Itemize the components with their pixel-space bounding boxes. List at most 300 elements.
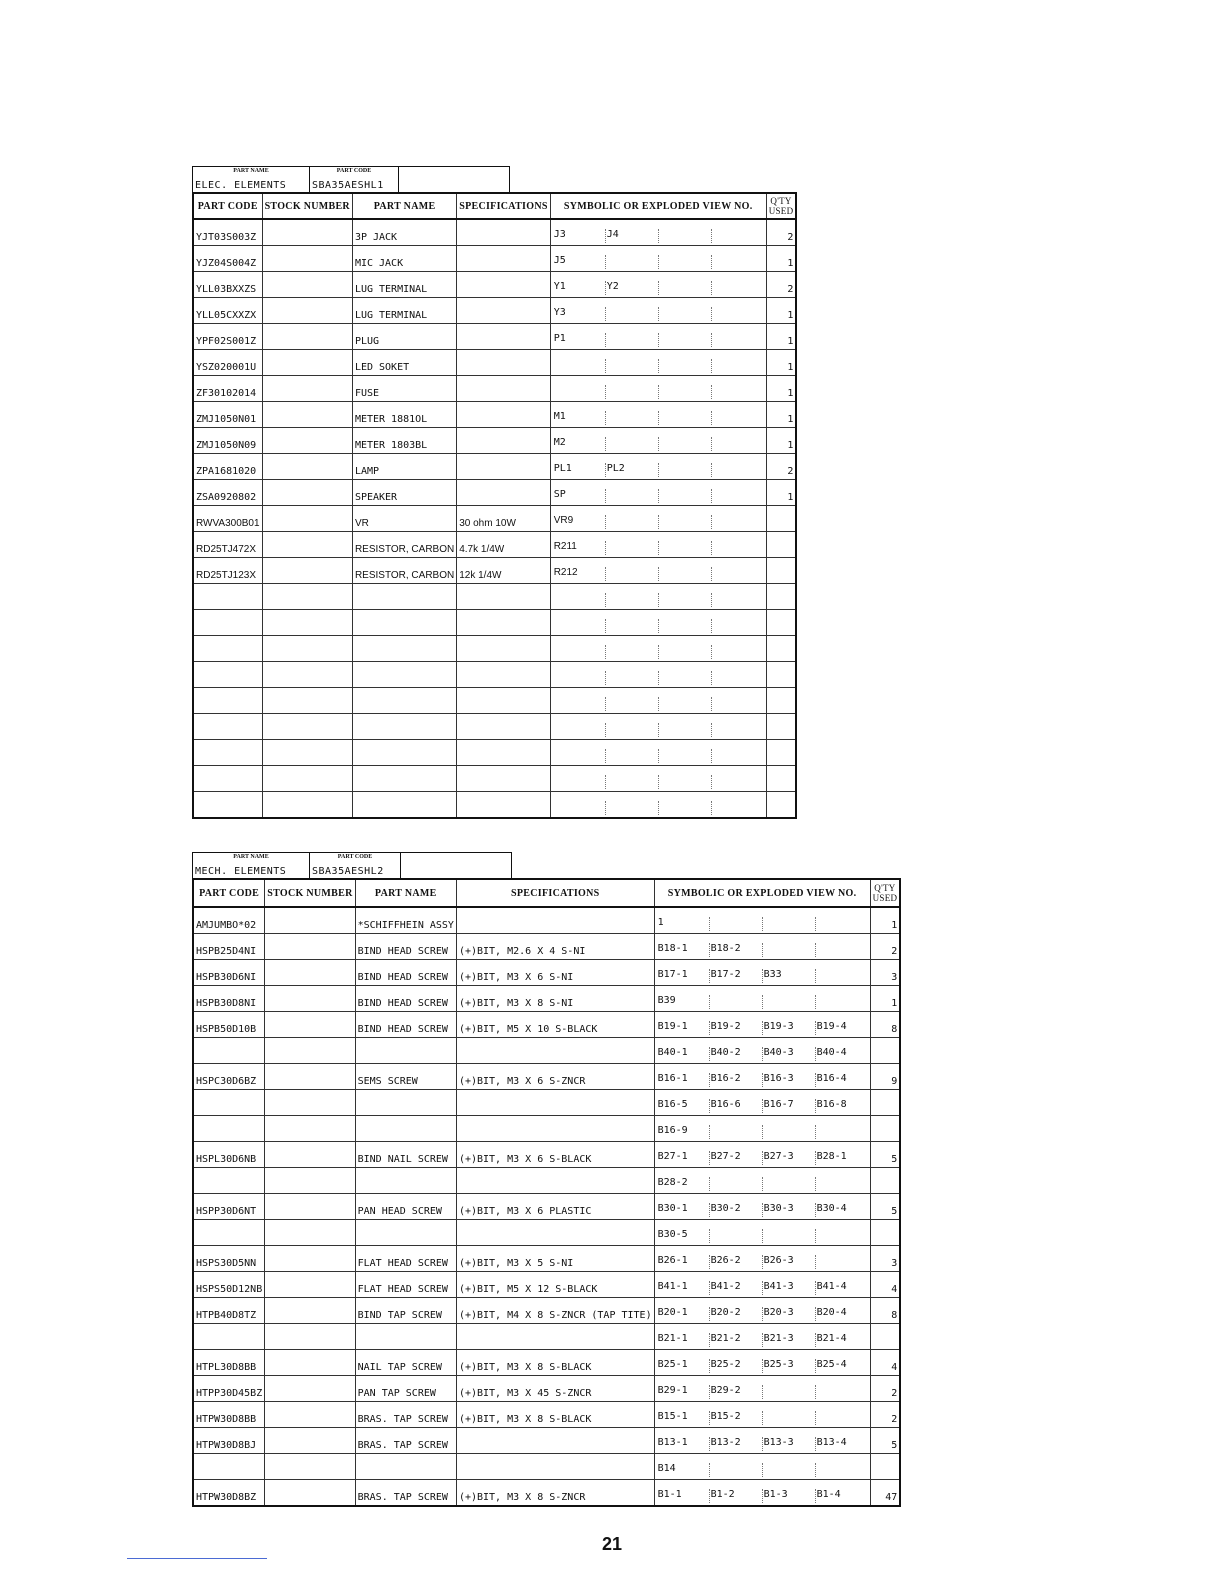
- stock-number-cell: [262, 246, 352, 272]
- symbolic-ref: [712, 541, 764, 555]
- symbolic-ref: B14: [657, 1463, 710, 1477]
- symbolic-ref: B25-3: [763, 1359, 816, 1373]
- part-code-cell: HSPB50D10B: [193, 1012, 265, 1038]
- symbolic-ref: [659, 359, 712, 373]
- symbolic-ref: B19-2: [710, 1021, 763, 1035]
- part-name-box: [192, 166, 510, 193]
- symbolic-ref: B1-2: [710, 1489, 763, 1503]
- qty-cell: [766, 532, 796, 558]
- table-row: [193, 1480, 900, 1507]
- symbolic-ref: [659, 229, 712, 243]
- spec-cell: [456, 907, 654, 934]
- symbolic-ref: B13-2: [710, 1437, 763, 1451]
- symbolic-ref: B40-1: [657, 1047, 710, 1061]
- symbolic-ref: [712, 411, 764, 425]
- qty-cell: [766, 688, 796, 714]
- symbolic-ref: [606, 619, 659, 633]
- spec-cell: [457, 246, 550, 272]
- symbolic-cell: [550, 636, 766, 662]
- symbolic-ref: [816, 943, 868, 957]
- symbolic-ref: [712, 645, 764, 659]
- table-row: [193, 740, 796, 766]
- symbolic-ref: [659, 489, 712, 503]
- symbolic-ref: B16-1: [657, 1073, 710, 1087]
- symbolic-ref: B1-4: [816, 1489, 841, 1500]
- part-blank-cell: [401, 853, 511, 879]
- col-qty-line2: USED: [872, 893, 898, 903]
- symbolic-ref: [659, 515, 712, 529]
- col-part-code: PART CODE: [193, 879, 265, 907]
- part-code-cell: HTPW30D8BJ: [193, 1428, 265, 1454]
- qty-cell: 2: [870, 1402, 900, 1428]
- part-name-value: MECH. ELEMENTS: [195, 866, 287, 877]
- symbolic-ref: B20-2: [710, 1307, 763, 1321]
- part-name-caption: PART NAME: [233, 168, 269, 174]
- symbolic-ref: [606, 749, 659, 763]
- stock-number-cell: [265, 1064, 355, 1090]
- part-code-cell: YPF02S001Z: [193, 324, 262, 350]
- symbolic-ref: [712, 307, 764, 321]
- spec-cell: (+)BIT, M5 X 12 S-BLACK: [456, 1272, 654, 1298]
- part-name-cell: [352, 688, 456, 714]
- symbolic-ref: [712, 437, 764, 451]
- spec-cell: [456, 1220, 654, 1246]
- symbolic-ref: B25-1: [657, 1359, 710, 1373]
- symbolic-ref: B28-2: [657, 1177, 710, 1191]
- symbolic-ref: B20-4: [816, 1307, 847, 1318]
- symbolic-ref: [659, 333, 712, 347]
- symbolic-cell: [550, 298, 766, 324]
- table-row: [193, 792, 796, 819]
- symbolic-ref: [606, 515, 659, 529]
- stock-number-cell: [265, 1142, 355, 1168]
- qty-cell: [870, 1454, 900, 1480]
- symbolic-cell: [550, 402, 766, 428]
- spec-cell: [457, 766, 550, 792]
- qty-cell: [766, 740, 796, 766]
- part-code-cell: [193, 1168, 265, 1194]
- symbolic-ref: B18-1: [657, 943, 710, 957]
- symbolic-ref: [659, 723, 712, 737]
- qty-cell: 4: [870, 1350, 900, 1376]
- symbolic-cell: [550, 324, 766, 350]
- symbolic-ref: B26-2: [710, 1255, 763, 1269]
- symbolic-cell: [654, 1454, 870, 1480]
- part-name-cell: METER 1881OL: [352, 402, 456, 428]
- symbolic-ref: VR9: [553, 515, 606, 529]
- part-name-cell: BIND HEAD SCREW: [355, 1012, 456, 1038]
- symbolic-cell: [654, 934, 870, 960]
- col-symbolic: SYMBOLIC OR EXPLODED VIEW NO.: [654, 879, 870, 907]
- spec-cell: (+)BIT, M3 X 5 S-NI: [456, 1246, 654, 1272]
- symbolic-ref: B30-5: [657, 1229, 710, 1243]
- symbolic-ref: B16-9: [657, 1125, 710, 1139]
- symbolic-ref: [763, 917, 816, 931]
- spec-cell: (+)BIT, M3 X 8 S-BLACK: [456, 1350, 654, 1376]
- symbolic-ref: [659, 385, 712, 399]
- symbolic-ref: [606, 671, 659, 685]
- part-name-cell: BRAS. TAP SCREW: [355, 1402, 456, 1428]
- col-qty-line2: USED: [768, 206, 794, 216]
- part-code-cell: HTPB40D8TZ: [193, 1298, 265, 1324]
- qty-cell: 3: [870, 1246, 900, 1272]
- table-row: [193, 1012, 900, 1038]
- symbolic-ref: [710, 1463, 763, 1477]
- symbolic-ref: B16-5: [657, 1099, 710, 1113]
- symbolic-ref: [763, 943, 816, 957]
- symbolic-ref: P1: [553, 333, 606, 347]
- symbolic-ref: [659, 619, 712, 633]
- stock-number-cell: [262, 376, 352, 402]
- symbolic-ref: [659, 437, 712, 451]
- part-name-cell: RESISTOR, CARBON: [352, 532, 456, 558]
- col-specifications: SPECIFICATIONS: [456, 879, 654, 907]
- table-row: [193, 610, 796, 636]
- part-code-cell: [193, 636, 262, 662]
- col-stock-number: STOCK NUMBER: [265, 879, 355, 907]
- part-name-cell: [355, 1038, 456, 1064]
- stock-number-cell: [262, 324, 352, 350]
- spec-cell: [457, 454, 550, 480]
- qty-cell: 1: [766, 324, 796, 350]
- spec-cell: (+)BIT, M3 X 6 S-ZNCR: [456, 1064, 654, 1090]
- table-row: [193, 506, 796, 532]
- symbolic-cell: [654, 1246, 870, 1272]
- col-qty: [766, 193, 796, 219]
- spec-cell: [456, 1038, 654, 1064]
- part-code-cell: [310, 853, 401, 879]
- symbolic-ref: B41-3: [763, 1281, 816, 1295]
- part-code-value: SBA35AESHL2: [312, 866, 384, 877]
- part-name-cell: [352, 766, 456, 792]
- symbolic-ref: [710, 995, 763, 1009]
- part-name-cell: [355, 1454, 456, 1480]
- spec-cell: (+)BIT, M5 X 10 S-BLACK: [456, 1012, 654, 1038]
- spec-cell: (+)BIT, M3 X 8 S-NI: [456, 986, 654, 1012]
- symbolic-ref: [763, 1229, 816, 1243]
- symbolic-ref: [712, 463, 764, 477]
- col-part-name: PART NAME: [355, 879, 456, 907]
- part-name-cell: [352, 584, 456, 610]
- part-name-cell: [193, 853, 310, 879]
- qty-cell: [766, 662, 796, 688]
- symbolic-cell: [654, 1194, 870, 1220]
- qty-cell: [870, 1038, 900, 1064]
- symbolic-cell: [654, 1324, 870, 1350]
- symbolic-cell: [654, 1376, 870, 1402]
- part-name-cell: FUSE: [352, 376, 456, 402]
- table-row: [193, 350, 796, 376]
- stock-number-cell: [262, 636, 352, 662]
- symbolic-cell: [550, 246, 766, 272]
- symbolic-ref: [712, 359, 764, 373]
- table-row: [193, 1142, 900, 1168]
- stock-number-cell: [262, 740, 352, 766]
- part-code-value: SBA35AESHL1: [312, 180, 384, 191]
- part-code-cell: HTPP30D45BZ: [193, 1376, 265, 1402]
- symbolic-ref: [606, 723, 659, 737]
- symbolic-ref: B26-1: [657, 1255, 710, 1269]
- part-name-cell: PAN HEAD SCREW: [355, 1194, 456, 1220]
- table-row: [193, 1324, 900, 1350]
- symbolic-ref: R212: [553, 567, 606, 581]
- part-name-cell: LUG TERMINAL: [352, 298, 456, 324]
- qty-cell: 8: [870, 1012, 900, 1038]
- col-qty-line1: Q'TY: [770, 196, 792, 206]
- symbolic-ref: [659, 593, 712, 607]
- symbolic-cell: [654, 1168, 870, 1194]
- spec-cell: [457, 584, 550, 610]
- table-row: [193, 1038, 900, 1064]
- footer-rule: [127, 1558, 267, 1559]
- symbolic-ref: [712, 333, 764, 347]
- symbolic-ref: [816, 1229, 868, 1243]
- stock-number-cell: [262, 766, 352, 792]
- part-code-cell: [193, 584, 262, 610]
- table-row: [193, 766, 796, 792]
- table-row: [193, 1454, 900, 1480]
- stock-number-cell: [265, 1246, 355, 1272]
- spec-cell: 30 ohm 10W: [457, 506, 550, 532]
- qty-cell: 5: [870, 1194, 900, 1220]
- qty-cell: 1: [870, 907, 900, 934]
- table-row: [193, 960, 900, 986]
- table-row: [193, 907, 900, 934]
- qty-cell: 1: [766, 298, 796, 324]
- symbolic-ref: [816, 1411, 868, 1425]
- qty-cell: 1: [766, 428, 796, 454]
- symbolic-ref: [553, 775, 606, 789]
- symbolic-ref: [606, 333, 659, 347]
- qty-cell: 4: [870, 1272, 900, 1298]
- symbolic-cell: [654, 1350, 870, 1376]
- part-code-cell: [193, 792, 262, 819]
- symbolic-ref: [712, 567, 764, 581]
- part-code-cell: HTPL30D8BB: [193, 1350, 265, 1376]
- symbolic-ref: B16-6: [710, 1099, 763, 1113]
- part-name-cell: SEMS SCREW: [355, 1064, 456, 1090]
- part-code-cell: ZSA0920802: [193, 480, 262, 506]
- symbolic-cell: [654, 1298, 870, 1324]
- symbolic-ref: B25-4: [816, 1359, 847, 1370]
- page-number: 21: [601, 1534, 623, 1554]
- symbolic-ref: B40-4: [816, 1047, 847, 1058]
- stock-number-cell: [262, 454, 352, 480]
- part-name-cell: [355, 1324, 456, 1350]
- symbolic-ref: B33: [763, 969, 816, 983]
- symbolic-ref: B13-3: [763, 1437, 816, 1451]
- symbolic-cell: [654, 1428, 870, 1454]
- symbolic-ref: [659, 541, 712, 555]
- part-code-cell: HSPC30D6BZ: [193, 1064, 265, 1090]
- table-row: [193, 584, 796, 610]
- part-name-cell: BRAS. TAP SCREW: [355, 1428, 456, 1454]
- symbolic-ref: R211: [553, 541, 606, 555]
- part-code-cell: [193, 1220, 265, 1246]
- symbolic-ref: PL2: [606, 463, 659, 477]
- symbolic-ref: B17-1: [657, 969, 710, 983]
- part-name-cell: BIND HEAD SCREW: [355, 960, 456, 986]
- symbolic-ref: [816, 1463, 868, 1477]
- qty-cell: [870, 1090, 900, 1116]
- part-name-cell: [352, 662, 456, 688]
- part-code-cell: [193, 766, 262, 792]
- spec-cell: 4.7k 1/4W: [457, 532, 550, 558]
- stock-number-cell: [265, 907, 355, 934]
- part-name-cell: BIND NAIL SCREW: [355, 1142, 456, 1168]
- symbolic-ref: [553, 671, 606, 685]
- symbolic-ref: B30-1: [657, 1203, 710, 1217]
- symbolic-ref: B30-2: [710, 1203, 763, 1217]
- part-code-cell: HSPB30D8NI: [193, 986, 265, 1012]
- symbolic-cell: [654, 1012, 870, 1038]
- symbolic-ref: M2: [553, 437, 606, 451]
- spec-cell: (+)BIT, M4 X 8 S-ZNCR (TAP TITE): [456, 1298, 654, 1324]
- part-name-cell: 3P JACK: [352, 219, 456, 246]
- qty-cell: 2: [870, 934, 900, 960]
- symbolic-ref: [763, 995, 816, 1009]
- qty-cell: 2: [870, 1376, 900, 1402]
- table-row: [193, 1090, 900, 1116]
- part-code-cell: ZPA1681020: [193, 454, 262, 480]
- symbolic-ref: [710, 917, 763, 931]
- symbolic-cell: [550, 688, 766, 714]
- col-stock-number: STOCK NUMBER: [262, 193, 352, 219]
- symbolic-ref: B21-4: [816, 1333, 847, 1344]
- table-row: [193, 1350, 900, 1376]
- symbolic-ref: B27-3: [763, 1151, 816, 1165]
- spec-cell: [457, 688, 550, 714]
- symbolic-cell: [550, 792, 766, 819]
- part-code-cell: HSPS50D12NB: [193, 1272, 265, 1298]
- part-code-cell: HTPW30D8BZ: [193, 1480, 265, 1507]
- symbolic-ref: [606, 437, 659, 451]
- symbolic-ref: B28-1: [816, 1151, 847, 1162]
- spec-cell: [457, 610, 550, 636]
- stock-number-cell: [265, 1402, 355, 1428]
- symbolic-ref: B16-7: [763, 1099, 816, 1113]
- symbolic-ref: [712, 593, 764, 607]
- col-part-code: PART CODE: [193, 193, 262, 219]
- spec-cell: [457, 480, 550, 506]
- symbolic-ref: [606, 489, 659, 503]
- symbolic-cell: [654, 986, 870, 1012]
- symbolic-ref: B39: [657, 995, 710, 1009]
- spec-cell: [456, 1324, 654, 1350]
- symbolic-cell: [654, 1116, 870, 1142]
- stock-number-cell: [262, 350, 352, 376]
- table-row: [193, 636, 796, 662]
- part-name-cell: [355, 1220, 456, 1246]
- symbolic-ref: J5: [553, 255, 606, 269]
- symbolic-ref: [712, 489, 764, 503]
- qty-cell: [870, 1220, 900, 1246]
- spec-cell: [457, 714, 550, 740]
- symbolic-ref: [659, 307, 712, 321]
- qty-cell: [766, 610, 796, 636]
- part-name-cell: BIND TAP SCREW: [355, 1298, 456, 1324]
- part-code-cell: [193, 1324, 265, 1350]
- stock-number-cell: [265, 1038, 355, 1064]
- symbolic-ref: B21-3: [763, 1333, 816, 1347]
- table-row: [193, 480, 796, 506]
- symbolic-ref: B21-2: [710, 1333, 763, 1347]
- symbolic-ref: Y2: [606, 281, 659, 295]
- qty-cell: 2: [766, 272, 796, 298]
- stock-number-cell: [265, 960, 355, 986]
- symbolic-cell: [550, 506, 766, 532]
- qty-cell: 2: [766, 219, 796, 246]
- symbolic-ref: [816, 995, 868, 1009]
- part-name-cell: [352, 740, 456, 766]
- table-row: [193, 298, 796, 324]
- symbolic-cell: [550, 272, 766, 298]
- part-name-cell: PAN TAP SCREW: [355, 1376, 456, 1402]
- part-code-cell: [193, 1116, 265, 1142]
- part-code-cell: RD25TJ123X: [193, 558, 262, 584]
- symbolic-ref: J3: [553, 229, 606, 243]
- spec-cell: (+)BIT, M3 X 6 PLASTIC: [456, 1194, 654, 1220]
- spec-cell: [457, 350, 550, 376]
- col-symbolic: SYMBOLIC OR EXPLODED VIEW NO.: [550, 193, 766, 219]
- symbolic-ref: [710, 1177, 763, 1191]
- qty-cell: 1: [766, 246, 796, 272]
- part-name-box: [192, 852, 512, 879]
- symbolic-ref: [659, 255, 712, 269]
- spec-cell: [457, 219, 550, 246]
- part-code-caption: PART CODE: [337, 854, 373, 860]
- symbolic-cell: [654, 1272, 870, 1298]
- symbolic-ref: [712, 697, 764, 711]
- table-row: [193, 376, 796, 402]
- part-code-cell: RD25TJ472X: [193, 532, 262, 558]
- qty-cell: [766, 714, 796, 740]
- symbolic-ref: Y3: [553, 307, 606, 321]
- symbolic-ref: [553, 801, 606, 815]
- table-row: [193, 1220, 900, 1246]
- symbolic-cell: [654, 1038, 870, 1064]
- spec-cell: [457, 740, 550, 766]
- symbolic-ref: [712, 385, 764, 399]
- stock-number-cell: [265, 1220, 355, 1246]
- symbolic-cell: [550, 376, 766, 402]
- table-row: [193, 688, 796, 714]
- spec-cell: [457, 272, 550, 298]
- col-qty-line1: Q'TY: [874, 883, 896, 893]
- symbolic-cell: [550, 766, 766, 792]
- symbolic-cell: [654, 1402, 870, 1428]
- qty-cell: 3: [870, 960, 900, 986]
- part-code-cell: ZMJ1050N01: [193, 402, 262, 428]
- part-code-cell: RWVA300B01: [193, 506, 262, 532]
- part-code-cell: ZMJ1050N09: [193, 428, 262, 454]
- part-code-cell: ZF30102014: [193, 376, 262, 402]
- spec-cell: [456, 1168, 654, 1194]
- part-code-cell: [193, 714, 262, 740]
- symbolic-ref: [712, 229, 764, 243]
- stock-number-cell: [265, 1428, 355, 1454]
- part-name-cell: [355, 1116, 456, 1142]
- table-row: [193, 1194, 900, 1220]
- part-code-cell: HSPL30D6NB: [193, 1142, 265, 1168]
- part-code-cell: [193, 1038, 265, 1064]
- symbolic-ref: [659, 567, 712, 581]
- symbolic-ref: B15-2: [710, 1411, 763, 1425]
- table-row: [193, 1298, 900, 1324]
- symbolic-ref: [606, 697, 659, 711]
- symbolic-ref: [553, 359, 606, 373]
- symbolic-ref: B21-1: [657, 1333, 710, 1347]
